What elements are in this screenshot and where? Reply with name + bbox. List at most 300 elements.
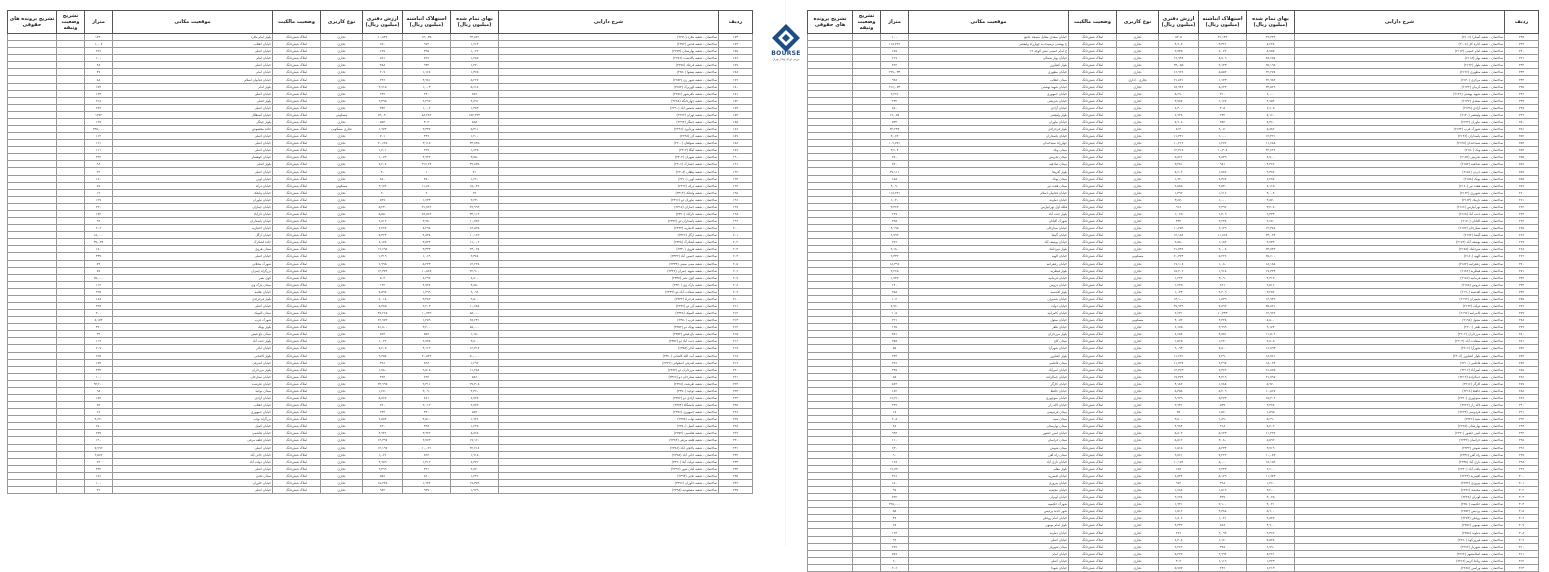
cell-area: ۶۶۵ (881, 48, 909, 55)
cell-status (853, 203, 881, 210)
cell-area: ۲۰۸ (881, 416, 909, 423)
cell-usage: تجاری (1117, 302, 1159, 309)
cell-ownership: املاک شش‌دانگ (273, 189, 321, 196)
cell-file-status (8, 253, 57, 260)
cell-total-price: ۴,۳۶۰ (451, 387, 499, 394)
cell-book-value: ۴,۱۸۲ (1159, 380, 1199, 387)
cell-description: ساختمان - شعبه ستارخان دو (۲۳۶۶) (499, 373, 719, 380)
cell-file-status (8, 203, 57, 210)
cell-ownership: املاک شش‌دانگ (273, 97, 321, 104)
cell-depreciation: ۵,۲۳۴ (1199, 444, 1247, 451)
cell-status (57, 310, 85, 317)
table-row (8, 444, 753, 451)
cell-description: ساختمان - شعبه مینی سیتی (۲۳۳۴) (499, 260, 719, 267)
cell-area: ۱۲۷ (85, 118, 113, 125)
cell-row: ۲۸۹ (1505, 394, 1539, 401)
cell-status (57, 267, 85, 274)
cell-total-price: ۱۰,۱۶۲ (451, 232, 499, 239)
cell-book-value: ۱,۰۲۵ (1159, 210, 1199, 217)
cell-description: ساختمان - شعبه آزادی (۲۱۳۸) (1295, 104, 1505, 111)
cell-total-price: ۳۴,۵۶۹ (1247, 83, 1295, 90)
cell-book-value: ۱,۹۷۴ (363, 126, 403, 133)
cell-status (57, 451, 85, 458)
cell-status (57, 239, 85, 246)
cell-area: ۲,۳۳۲ (881, 253, 909, 260)
cell-row: ۲۳۰ (719, 437, 753, 444)
cell-book-value: ۵۵۴ (363, 118, 403, 125)
cell-status (853, 267, 881, 274)
cell-file-status (808, 295, 853, 302)
cell-status (57, 218, 85, 225)
cell-ownership: املاک شش‌دانگ (273, 366, 321, 373)
table-row (808, 515, 1539, 522)
table-row (808, 359, 1539, 366)
cell-ownership: املاک شش‌دانگ (273, 479, 321, 486)
cell-book-value: ۲,۹۳۱ (1159, 402, 1199, 409)
cell-book-value: ۱,۸۰۶ (1159, 515, 1199, 522)
table-row (808, 274, 1539, 281)
cell-area: ۸۷ (85, 267, 113, 274)
cell-ownership: املاک شش‌دانگ (1069, 76, 1117, 83)
cell-total-price: ۷,۱۱۵ (1247, 182, 1295, 189)
cell-book-value: ۹,۹۲۹ (1159, 394, 1199, 401)
cell-file-status (808, 472, 853, 479)
cell-location: خیابان ستارخان (113, 373, 273, 380)
cell-ownership: املاک شش‌دانگ (273, 317, 321, 324)
cell-status (853, 168, 881, 175)
cell-description: ساختمان - شعبه حکیمیه (۲۲۵۰) (1295, 501, 1505, 508)
cell-total-price: ۶,۶۰۵ (1247, 104, 1295, 111)
cell-location: بلوار امام ملارد (113, 34, 273, 41)
cell-total-price: ۵,۳۱۱ (451, 126, 499, 133)
cell-location: میدان ونک (909, 147, 1069, 154)
cell-book-value: ۶۲۷ (363, 48, 403, 55)
cell-book-value: ۴۰ (363, 168, 403, 175)
cell-description: ساختمان - شعبه شهرری (۲۱۶۲) (1295, 189, 1505, 196)
left-page (8, 10, 753, 538)
cell-total-price: ۵۸۶ (451, 373, 499, 380)
cell-description: ساختمان - شعبه قلعه مرغی (۲۳۸۴) (499, 437, 719, 444)
cell-area: ۴۳۲ (85, 366, 113, 373)
cell-file-status (808, 76, 853, 83)
cell-file-status (808, 48, 853, 55)
cell-location: خیابان سئول (909, 317, 1069, 324)
cell-location: خیابان گیشا (909, 232, 1069, 239)
cell-depreciation: ۹۴۷ (403, 487, 451, 494)
cell-usage: تجاری (321, 260, 363, 267)
cell-area: ۷,۷۹۲ (85, 444, 113, 451)
cell-location: شهرک غرب (113, 317, 273, 324)
cell-row: ۲۴۳ (1505, 69, 1539, 76)
cell-file-status (8, 444, 57, 451)
cell-file-status (808, 97, 853, 104)
cell-usage: تجاری (1117, 338, 1159, 345)
cell-usage: تجاری (1117, 154, 1159, 161)
cell-status (853, 479, 881, 486)
cell-file-status (808, 90, 853, 97)
cell-status (57, 394, 85, 401)
cell-depreciation: ۲,۱۴۳ (1199, 62, 1247, 69)
cell-description: ساختمان - شعبه خاوران (۲۳۹۶) (499, 479, 719, 486)
cell-description: ساختمان - شعبه فردوسی (۲۲۲۴) (1295, 409, 1505, 416)
cell-total-price: ۱۶,۸۹۳ (1247, 345, 1295, 352)
cell-location: بلوار آفریقا (909, 168, 1069, 175)
cell-ownership: املاک شش‌دانگ (273, 118, 321, 125)
table-header-row (8, 11, 753, 34)
header-row: ردیف (719, 11, 753, 34)
cell-book-value: ۷,۹۰۸ (1159, 118, 1199, 125)
cell-ownership: املاک شش‌دانگ (1069, 69, 1117, 76)
cell-location: خیابان ستارخان (909, 225, 1069, 232)
cell-total-price: ۸,۷۰۰ (1247, 154, 1295, 161)
cell-status (853, 359, 881, 366)
cell-usage: تجاری (1117, 203, 1159, 210)
cell-book-value: ۱,۹۲۰ (1159, 175, 1199, 182)
cell-row: ۲۰۷ (719, 274, 753, 281)
cell-depreciation: ۳,۳۲۱ (1199, 41, 1247, 48)
header-usage: نوع کاربری (321, 11, 363, 34)
cell-description: ساختمان - شعبه لویزان (۲۲۴۸) (1295, 494, 1505, 501)
cell-depreciation: ۵,۵۵۲ (1199, 69, 1247, 76)
cell-file-status (808, 394, 853, 401)
cell-ownership: املاک شش‌دانگ (1069, 522, 1117, 529)
cell-book-value: ۱۱,۲۷۱ (1159, 352, 1199, 359)
cell-status (853, 295, 881, 302)
cell-description: ساختمان - شعبه گیشا (۲۱۷۴) (1295, 232, 1505, 239)
cell-area: ۹۸ (85, 387, 113, 394)
cell-depreciation: ۳۱,۱۳۲ (1199, 34, 1247, 41)
cell-area: ۱۱۲ (85, 133, 113, 140)
cell-book-value: ۱۰,۸۳۶ (363, 34, 403, 41)
cell-location: میدان باغ فیض (113, 331, 273, 338)
cell-file-status (8, 104, 57, 111)
cell-location: میدان فاطمی (909, 359, 1069, 366)
cell-total-price: ۸,۸۶۸ (451, 430, 499, 437)
cell-usage: تجاری (321, 274, 363, 281)
cell-area: ۲,۴۶۵ (881, 267, 909, 274)
cell-status (57, 97, 85, 104)
cell-description: ساختمان - شعبه اداره کل (۳۰۰۸) (1295, 41, 1505, 48)
cell-depreciation: ۱۰,۳۳۳ (1199, 310, 1247, 317)
cell-location: خیابان ولنجک (113, 189, 273, 196)
cell-location: میدان هروی (113, 246, 273, 253)
cell-file-status (808, 55, 853, 62)
cell-file-status (8, 90, 57, 97)
cell-status (57, 161, 85, 168)
cell-book-value: ۵۹۷ (363, 196, 403, 203)
cell-ownership: املاک شش‌دانگ (1069, 260, 1117, 267)
cell-area: ۸۸۰ (881, 104, 909, 111)
cell-area: ۹۹۴ (881, 430, 909, 437)
cell-area: ۱۸۶ (85, 472, 113, 479)
cell-file-status (8, 189, 57, 196)
cell-description: ساختمان - شعبه شهید چمران (۲۳۳۶) (499, 267, 719, 274)
cell-total-price: ۳,۰۲۵ (1247, 494, 1295, 501)
table-row (808, 232, 1539, 239)
cell-total-price: ۴,۸۵۰ (451, 281, 499, 288)
cell-description: ساختمان - شعبه مرزداران دو (۲۳۶۴) (499, 366, 719, 373)
cell-total-price: ۱,۶۱۴ (451, 41, 499, 48)
cell-file-status (8, 423, 57, 430)
cell-total-price: ۳۵,۸۲۱ (1247, 302, 1295, 309)
cell-status (57, 324, 85, 331)
cell-status (57, 430, 85, 437)
cell-book-value: ۸,۲۰۸ (363, 161, 403, 168)
cell-file-status (8, 154, 57, 161)
cell-area: ۲۳۸ (85, 302, 113, 309)
cell-row: ۳۰۸ (1505, 529, 1539, 536)
cell-book-value: ۱۳,۱۰۰ (1159, 295, 1199, 302)
cell-ownership: املاک شش‌دانگ (1069, 359, 1117, 366)
cell-status (853, 175, 881, 182)
assets-table-right (807, 10, 1539, 572)
cell-location: خیابان علامه (113, 288, 273, 295)
cell-row: ۱۷۵ (719, 48, 753, 55)
cell-ownership: املاک شش‌دانگ (1069, 182, 1117, 189)
cell-usage: تجاری (1117, 402, 1159, 409)
cell-status (57, 118, 85, 125)
cell-row: ۳۱۲ (1505, 557, 1539, 564)
cell-total-price: ۸,۵۰۰ (1247, 317, 1295, 324)
cell-description: ساختمان - شعبه اقدسیه (۲۱۹۰) (1295, 288, 1505, 295)
cell-usage: تجاری (321, 175, 363, 182)
cell-usage: تجاری (1117, 133, 1159, 140)
cell-file-status (808, 111, 853, 118)
cell-file-status (808, 515, 853, 522)
cell-ownership: املاک شش‌دانگ (273, 338, 321, 345)
cell-book-value: ۱۷,۳۷۹ (1159, 373, 1199, 380)
cell-depreciation: ۳,۰۸۰ (1199, 437, 1247, 444)
cell-status (57, 444, 85, 451)
cell-row: ۲۹۵ (1505, 437, 1539, 444)
cell-total-price: ۱۰,۶۸۸ (451, 302, 499, 309)
cell-ownership: املاک شش‌دانگ (1069, 302, 1117, 309)
cell-description: ساختمان - شعبه شهرآرا (۲۲۰۶) (1295, 345, 1505, 352)
cell-description: ساختمان - شعبه نیاوران (۲۱۴۲) (1295, 118, 1505, 125)
cell-description: ساختمان - شعبه ولنجک (۲۳۱۴) (499, 189, 719, 196)
cell-row: ۲۸۵ (1505, 366, 1539, 373)
cell-ownership: املاک شش‌دانگ (273, 345, 321, 352)
cell-ownership: املاک شش‌دانگ (273, 210, 321, 217)
cell-book-value: ۶,۳۰۰ (1159, 104, 1199, 111)
cell-status (57, 338, 85, 345)
cell-file-status (8, 210, 57, 217)
cell-description: ساختمان - شعبه ملارد (۲۲۷۰) (499, 34, 719, 41)
cell-file-status (808, 133, 853, 140)
table-row (8, 246, 753, 253)
cell-location: خیابان کامرانیه (909, 310, 1069, 317)
cell-status (853, 41, 881, 48)
cell-book-value: ۸,۲۰۵ (363, 345, 403, 352)
cell-depreciation: ۳,۰۹۰ (1199, 274, 1247, 281)
cell-depreciation: ۲,۹۹۹ (1199, 324, 1247, 331)
cell-location: بلوار ولیعصر (909, 111, 1069, 118)
cell-ownership: املاک شش‌دانگ (273, 126, 321, 133)
cell-usage: مسکونی (321, 111, 363, 118)
cell-area: ۴۴۵ (881, 366, 909, 373)
cell-usage: تجاری (321, 41, 363, 48)
cell-location: خیابان دماوند (909, 529, 1069, 536)
cell-status (853, 380, 881, 387)
cell-file-status (8, 147, 57, 154)
cell-ownership: املاک شش‌دانگ (1069, 196, 1117, 203)
cell-location: خیابان دولت (909, 302, 1069, 309)
cell-description: ساختمان - شعبه بهارستان (۲۲۲۸) (1295, 423, 1505, 430)
cell-row: ۲۱۳ (719, 317, 753, 324)
cell-usage: تجاری (1117, 232, 1159, 239)
cell-status (57, 437, 85, 444)
cell-depreciation: ۶,۲۹۷ (1199, 359, 1247, 366)
cell-book-value: ۲۱,۸۴۱ (1159, 76, 1199, 83)
cell-status (57, 232, 85, 239)
cell-location: خیابان اصلی (909, 536, 1069, 543)
table-row (808, 182, 1539, 189)
cell-row: ۳۱۱ (1505, 550, 1539, 557)
cell-file-status (808, 41, 853, 48)
cell-row: ۳۱۳ (1505, 564, 1539, 571)
cell-row: ۲۴۵ (1505, 83, 1539, 90)
cell-total-price: ۳,۸۰۰ (451, 338, 499, 345)
cell-row: ۲۶۰ (1505, 189, 1539, 196)
cell-location: میدان راه آهن (909, 451, 1069, 458)
cell-description: ساختمان - شعبه میرداماد (۲۱۷۸) (1295, 246, 1505, 253)
cell-usage: تجاری (321, 472, 363, 479)
header-total-price: بهای تمام شده (میلیون ریال) (451, 11, 499, 34)
cell-book-value: ۲۶۹ (1159, 529, 1199, 536)
cell-usage: تجاری (1117, 324, 1159, 331)
cell-description: ساختمان - شعبه امین حضور (۲۲۳۰) (1295, 430, 1505, 437)
cell-depreciation: ۳۱,۷۶۲ (403, 203, 451, 210)
cell-status (853, 458, 881, 465)
cell-book-value: ۱۷,۱۰۸ (1159, 260, 1199, 267)
cell-location: خیابان استقلال (113, 111, 273, 118)
cell-file-status (8, 225, 57, 232)
cell-area: ۱۱۰ (881, 437, 909, 444)
cell-status (853, 111, 881, 118)
cell-location: خیابان منوچهری (909, 394, 1069, 401)
cell-area: ۱۹,۰۵۷ (881, 111, 909, 118)
cell-file-status (808, 331, 853, 338)
cell-total-price: ۲۲,۴۷۸ (1247, 69, 1295, 76)
cell-status (57, 41, 85, 48)
cell-status (57, 104, 85, 111)
cell-status (57, 366, 85, 373)
cell-book-value: ۵,۸۶۱ (1159, 154, 1199, 161)
cell-file-status (8, 416, 57, 423)
cell-file-status (808, 352, 853, 359)
cell-depreciation: ۸۸,۲۸۲ (403, 111, 451, 118)
cell-row: ۲۴۹ (1505, 111, 1539, 118)
cell-depreciation: ۳,۳۳۷ (403, 126, 451, 133)
cell-ownership: املاک شش‌دانگ (1069, 90, 1117, 97)
table-row (8, 232, 753, 239)
cell-depreciation: ۲,۷۷۸ (403, 338, 451, 345)
cell-book-value: ۲,۸۶۱ (1159, 451, 1199, 458)
cell-status (853, 76, 881, 83)
cell-ownership: املاک شش‌دانگ (273, 302, 321, 309)
cell-ownership: املاک شش‌دانگ (1069, 352, 1117, 359)
cell-description: ساختمان - شعبه ونک (۲۱۵۰) (1295, 147, 1505, 154)
cell-row: ۲۴۱ (1505, 55, 1539, 62)
cell-depreciation: ۱,۱۶۸ (403, 69, 451, 76)
cell-book-value: ۱۲,۳۱۸ (1159, 147, 1199, 154)
cell-area: ۲۲,۲۳۷ (881, 126, 909, 133)
cell-status (57, 472, 85, 479)
table-row (8, 41, 753, 48)
cell-depreciation: ۳۲۱ (403, 465, 451, 472)
cell-row: ۲۶۲ (1505, 203, 1539, 210)
cell-status (57, 288, 85, 295)
cell-location: میدان هفت تیر (909, 182, 1069, 189)
cell-status (57, 402, 85, 409)
cell-file-status (808, 564, 853, 571)
table-row (8, 281, 753, 288)
cell-depreciation: ۱,۰۰۰ (1199, 196, 1247, 203)
cell-usage: تجاری (1117, 225, 1159, 232)
header-status: تشریح وضعیت وثیقه (57, 11, 85, 34)
cell-book-value: ۹,۴۵۸ (363, 352, 403, 359)
cell-total-price: ۲۹,۳۲۹ (1247, 34, 1295, 41)
cell-book-value: ۵۵۶ (363, 472, 403, 479)
cell-row: ۲۴۶ (1505, 90, 1539, 97)
cell-ownership: املاک شش‌دانگ (1069, 394, 1117, 401)
cell-file-status (8, 246, 57, 253)
cell-depreciation: ۱,۱۸۴ (1199, 239, 1247, 246)
cell-depreciation: ۲۴۰ (403, 90, 451, 97)
table-row (8, 147, 753, 154)
cell-row: ۱۹۲ (719, 168, 753, 175)
cell-total-price: ۴,۹۵۴ (1247, 97, 1295, 104)
cell-ownership: املاک شش‌دانگ (1069, 274, 1117, 281)
cell-ownership: املاک شش‌دانگ (273, 444, 321, 451)
table-row (8, 373, 753, 380)
cell-depreciation: ۶,۰۲۲ (1199, 48, 1247, 55)
cell-ownership: املاک شش‌دانگ (1069, 437, 1117, 444)
cell-file-status (808, 239, 853, 246)
cell-area: ۴۰۰ (85, 310, 113, 317)
cell-ownership: املاک شش‌دانگ (1069, 317, 1117, 324)
cell-area: ۴,۶۲۰ (85, 416, 113, 423)
cell-depreciation: ۱,۵۱۲ (1199, 487, 1247, 494)
cell-row: ۲۸۲ (1505, 345, 1539, 352)
cell-location: خیابان یوسف آباد (909, 239, 1069, 246)
table-row (808, 246, 1539, 253)
cell-book-value: ۶۴,۰۴۰ (363, 111, 403, 118)
cell-location: خیابان افسریه (909, 472, 1069, 479)
cell-area: ۲۱۷ (881, 55, 909, 62)
cell-row: ۱۸۱ (719, 90, 753, 97)
cell-depreciation: ۳,۹۲۲ (403, 430, 451, 437)
cell-status (853, 416, 881, 423)
cell-status (853, 62, 881, 69)
cell-status (853, 557, 881, 564)
cell-area: ۷۵۹ (881, 550, 909, 557)
cell-depreciation: ۱,۰۶۹ (403, 253, 451, 260)
cell-status (853, 253, 881, 260)
cell-row: ۲۷۱ (1505, 267, 1539, 274)
cell-book-value: ۴,۹۰۷ (1159, 41, 1199, 48)
cell-status (57, 331, 85, 338)
table-row (808, 550, 1539, 557)
cell-total-price: ۱۷,۱۶۰ (451, 437, 499, 444)
cell-area: ۸,۱۷۴ (85, 317, 113, 324)
cell-usage: تجاری (1117, 522, 1159, 529)
cell-file-status (8, 430, 57, 437)
cell-description: ساختمان - شعبه شمیران (۲۱۹۲) (1295, 295, 1505, 302)
cell-total-price: ۱۰,۰۸۳ (1247, 451, 1295, 458)
cell-file-status (8, 487, 57, 494)
cell-ownership: املاک شش‌دانگ (1069, 409, 1117, 416)
